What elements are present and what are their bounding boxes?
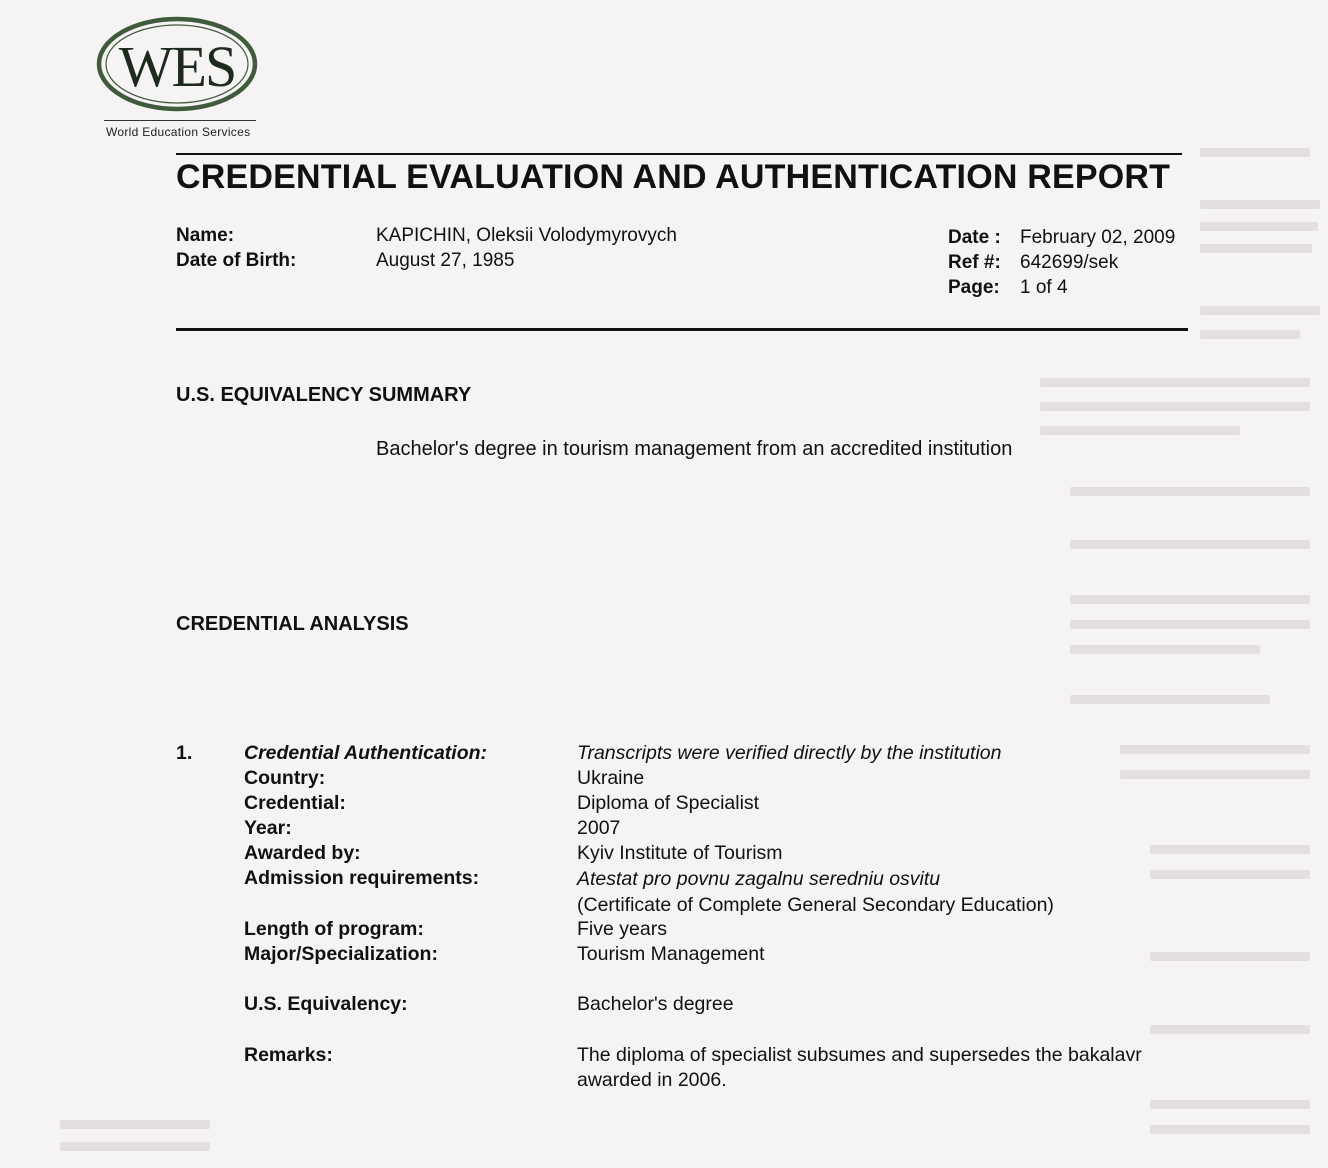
title-top-rule — [176, 153, 1182, 155]
equivalency-summary-text: Bachelor's degree in tourism management from an accredited institution — [376, 438, 1013, 460]
ref-value: 642699/sek — [1020, 252, 1119, 273]
wes-logo — [96, 16, 262, 142]
credential-authentication-value: Transcripts were verified directly by the institution — [577, 742, 1002, 764]
credential-authentication-label: Credential Authentication: — [244, 742, 488, 764]
major-specialization-value: Tourism Management — [577, 943, 765, 965]
awarded-by-label: Awarded by: — [244, 842, 361, 864]
date-value: February 02, 2009 — [1020, 227, 1176, 248]
wes-logo-mark — [96, 16, 262, 116]
dob-label: Date of Birth: — [176, 250, 297, 271]
logo-mark-text: WES — [118, 34, 236, 99]
credential-value: Diploma of Specialist — [577, 792, 760, 814]
credential-label: Credential: — [244, 792, 346, 814]
us-equivalency-label: U.S. Equivalency: — [244, 993, 408, 1015]
country-value: Ukraine — [577, 767, 645, 789]
page-label: Page: — [948, 277, 1000, 298]
remarks-value-line2: awarded in 2006. — [577, 1069, 727, 1091]
major-specialization-label: Major/Specialization: — [244, 943, 438, 965]
date-label: Date : — [948, 227, 1001, 248]
remarks-value-line1: The diploma of specialist subsumes and supersedes the bakalavr — [577, 1044, 1142, 1066]
name-label: Name: — [176, 225, 235, 246]
header-bottom-rule — [176, 328, 1188, 331]
dob-value: August 27, 1985 — [376, 250, 515, 271]
equivalency-summary-heading: U.S. EQUIVALENCY SUMMARY — [176, 384, 472, 406]
length-of-program-value: Five years — [577, 918, 667, 940]
remarks-label: Remarks: — [244, 1044, 333, 1066]
admission-requirements-label: Admission requirements: — [244, 867, 480, 889]
country-label: Country: — [244, 767, 326, 789]
name-value: KAPICHIN, Oleksii Volodymyrovych — [376, 225, 677, 246]
logo-divider — [104, 120, 256, 121]
us-equivalency-value: Bachelor's degree — [577, 993, 734, 1015]
year-value: 2007 — [577, 817, 621, 839]
ref-label: Ref #: — [948, 252, 1001, 273]
year-label: Year: — [244, 817, 292, 839]
credential-number: 1. — [176, 742, 193, 764]
credential-analysis-heading: CREDENTIAL ANALYSIS — [176, 613, 409, 635]
logo-subtitle: World Education Services — [106, 125, 251, 139]
length-of-program-label: Length of program: — [244, 918, 424, 940]
report-title: CREDENTIAL EVALUATION AND AUTHENTICATION REPORT — [176, 158, 1171, 196]
page-value: 1 of 4 — [1020, 277, 1068, 298]
awarded-by-value: Kyiv Institute of Tourism — [577, 842, 783, 864]
admission-requirements-translation: (Certificate of Complete General Secondary Education) — [577, 894, 1054, 916]
admission-requirements-value: Atestat pro povnu zagalnu seredniu osvitu — [577, 868, 941, 890]
